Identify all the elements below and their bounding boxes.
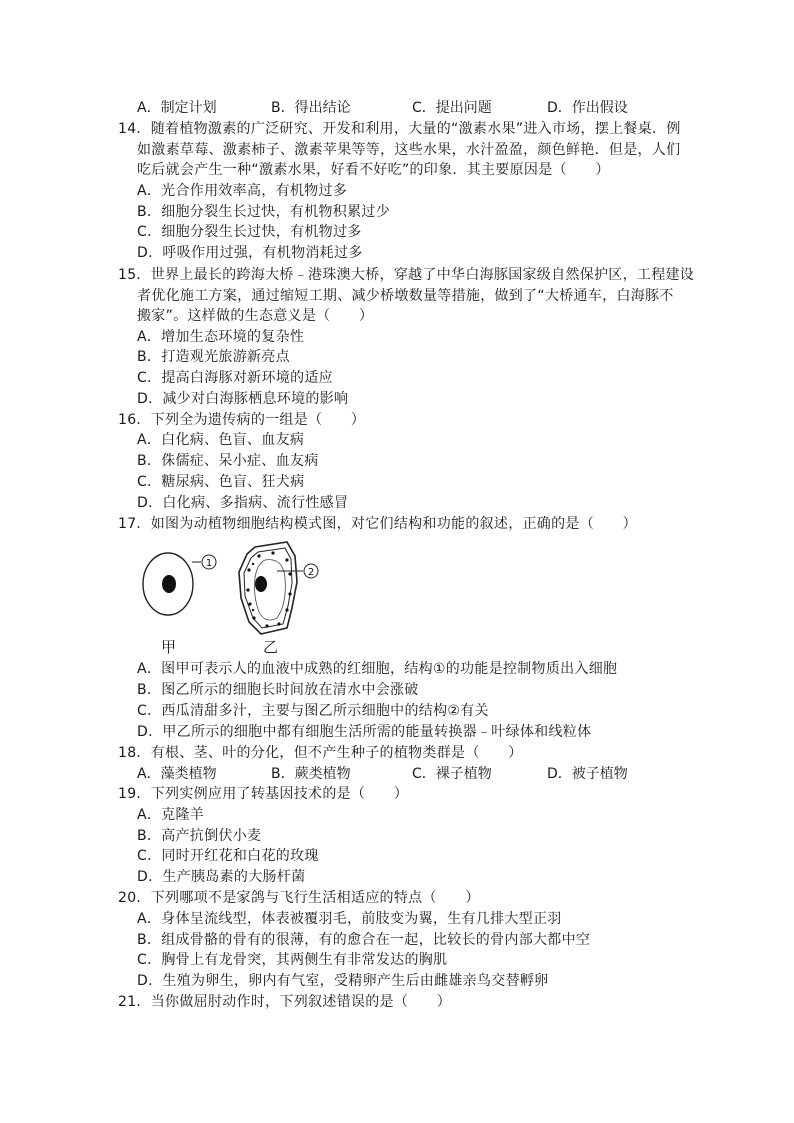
q19-option-a: A．克隆羊 (137, 807, 205, 823)
q15-option-a: A．增加生态环境的复杂性 (137, 329, 305, 345)
q16-option-b: B．侏儒症、呆小症、血友病 (137, 453, 319, 469)
q20-option-a: A．身体呈流线型，体表被覆羽毛，前肢变为翼，生有几排大型正羽 (137, 911, 562, 927)
q19-option-c: C．同时开红花和白花的玫瑰 (137, 848, 319, 864)
q15-option-b: B．打造观光旅游新亮点 (137, 349, 290, 365)
q13-option-d: D．作出假设 (547, 100, 628, 116)
q14-option-c: C．细胞分裂生长过快，有机物过多 (137, 224, 362, 240)
q17-option-c: C．西瓜清甜多汁，主要与图乙所示细胞中的结构②有关 (137, 703, 489, 719)
q16-option-a: A．白化病、色盲、血友病 (137, 432, 305, 448)
q14-option-a: A．光合作用效率高，有机物过多 (137, 183, 348, 199)
marker-2-text: 2 (307, 567, 315, 578)
cell-diagram (137, 538, 347, 638)
q14-stem-line-2: 如激素草莓、激素柿子、激素苹果等等，这些水果，水汁盈盈，颜色鲜艳．但是，人们 (137, 142, 681, 158)
figure-label-yi: 乙 (263, 638, 279, 656)
q17-stem: 17．如图为动植物细胞结构模式图，对它们结构和功能的叙述，正确的是（ ） (118, 516, 637, 532)
figure-label-jia: 甲 (161, 638, 177, 656)
q19-option-b: B．高产抗倒伏小麦 (137, 828, 262, 844)
q14-stem-line-1: 14．随着植物激素的广泛研究、开发和利用，大量的“激素水果”进入市场，摆上餐桌．例 (118, 121, 681, 137)
q14-option-d: D．呼吸作用过强，有机物消耗过多 (137, 245, 363, 261)
q16-stem: 16．下列全为遗传病的一组是（ ） (118, 412, 366, 428)
q15-option-c: C．提高白海豚对新环境的适应 (137, 370, 333, 386)
q18-option-c: C．裸子植物 (412, 766, 492, 782)
q17-option-a: A．图甲可表示人的血液中成熟的红细胞，结构①的功能是控制物质出入细胞 (137, 661, 618, 677)
q15-stem-line-1: 15．世界上最长的跨海大桥﹣港珠澳大桥，穿越了中华白海豚国家级自然保护区，工程建设 (118, 267, 695, 283)
q19-stem: 19．下列实例应用了转基因技术的是（ ） (118, 786, 409, 802)
q19-option-d: D．生产胰岛素的大肠杆菌 (137, 869, 306, 885)
q13-option-c: C．提出问题 (412, 100, 492, 116)
q20-option-c: C．胸骨上有龙骨突，其两侧生有非常发达的胸肌 (137, 952, 448, 968)
q15-stem-line-3: 搬家”。这样做的生态意义是（ ） (137, 308, 374, 324)
animal-cell-nucleus (162, 575, 176, 593)
q13-option-b: B．得出结论 (271, 100, 351, 116)
q20-option-d: D．生殖为卵生，卵内有气室，受精卵产生后由雌雄亲鸟交替孵卵 (137, 973, 549, 989)
q14-stem-line-3: 吃后就会产生一种“激素水果，好看不好吃”的印象．其主要原因是（ ） (137, 162, 610, 178)
cell-structure-figure (137, 538, 347, 660)
q15-option-d: D．减少对白海豚栖息环境的影响 (137, 391, 349, 407)
q17-option-d: D．甲乙所示的细胞中都有细胞生活所需的能量转换器﹣叶绿体和线粒体 (137, 724, 592, 740)
q18-option-a: A．藻类植物 (137, 766, 217, 782)
q18-option-d: D．被子植物 (547, 766, 628, 782)
marker-1-text: 1 (205, 558, 213, 569)
q20-option-b: B．组成骨骼的骨有的很薄，有的愈合在一起，比较长的骨内部大都中空 (137, 932, 591, 948)
plant-cell-nucleus (255, 576, 267, 592)
q13-option-a: A．制定计划 (137, 100, 217, 116)
q14-option-b: B．细胞分裂生长过快，有机物积累过少 (137, 204, 391, 220)
q21-stem: 21．当你做屈肘动作时，下列叙述错误的是（ ） (118, 994, 452, 1010)
q17-option-b: B．图乙所示的细胞长时间放在清水中会涨破 (137, 682, 419, 698)
q16-option-c: C．糖尿病、色盲、狂犬病 (137, 474, 305, 490)
q15-stem-line-2: 者优化施工方案，通过缩短工期、减少桥墩数量等措施，做到了“大桥通车，白海豚不 (137, 288, 674, 304)
q18-stem: 18．有根、茎、叶的分化，但不产生种子的植物类群是（ ） (118, 745, 523, 761)
q16-option-d: D．白化病、多指病、流行性感冒 (137, 495, 349, 511)
q20-stem: 20．下列哪项不是家鸽与飞行生活相适应的特点（ ） (118, 890, 480, 906)
q18-option-b: B．蕨类植物 (271, 766, 351, 782)
